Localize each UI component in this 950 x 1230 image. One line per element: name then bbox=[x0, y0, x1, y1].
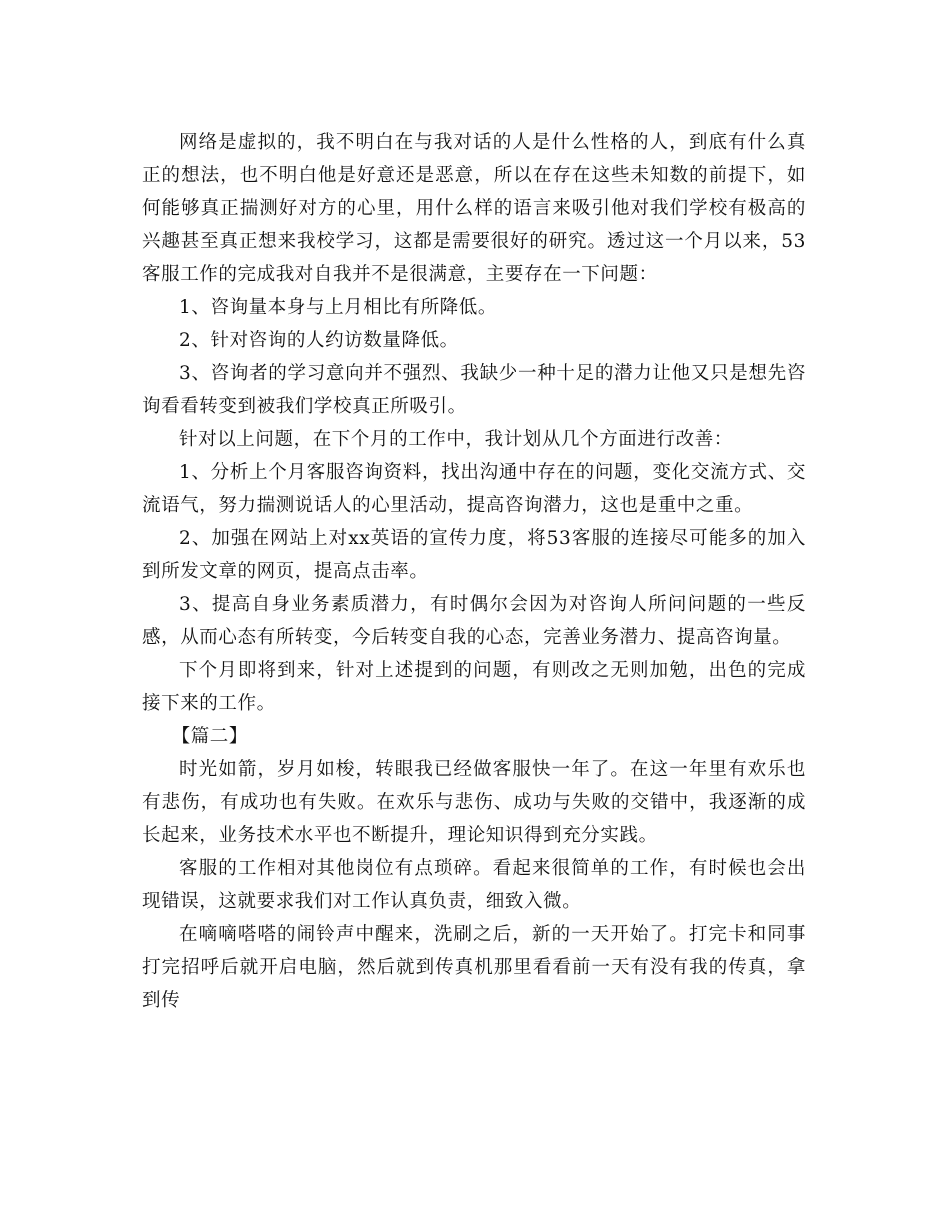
paragraph-part2-morning: 在嘀嘀嗒嗒的闹铃声中醒来，洗刷之后，新的一天开始了。打完卡和同事打完招呼后就开启电脑，然后就到传真机那里看看前一天有没有我的传真，拿到传 bbox=[142, 924, 806, 1011]
paragraph-plan-3: 3、提高自身业务素质潜力，有时偶尔会因为对咨询人所问问题的一些反感，从而心态有所转变，今后转变自我的心态，完善业务潜力、提高咨询量。 bbox=[142, 594, 806, 648]
paragraph-plan-intro: 针对以上问题，在下个月的工作中，我计划从几个方面进行改善： bbox=[179, 429, 733, 450]
document-body bbox=[142, 126, 806, 1017]
paragraph-plan-2: 2、加强在网站上对xx英语的宣传力度，将53客服的连接尽可能多的加入到所发文章的网页，提高点击率。 bbox=[142, 528, 806, 582]
paragraph-part2-intro: 时光如箭，岁月如梭，转眼我已经做客服快一年了。在这一年里有欢乐也有悲伤，有成功也有失败。在欢乐与悲伤、成功与失败的交错中，我逐渐的成长起来，业务技术水平也不断提升，理论知识得到充分实践。 bbox=[142, 759, 806, 846]
paragraph-plan-1: 1、分析上个月客服咨询资料，找出沟通中存在的问题，变化交流方式、交流语气，努力揣测说话人的心里活动，提高咨询潜力，这也是重中之重。 bbox=[142, 462, 806, 516]
paragraph-intro: 网络是虚拟的，我不明白在与我对话的人是什么性格的人，到底有什么真正的想法，也不明白他是好意还是恶意，所以在存在这些未知数的前提下，如何能够真正揣测好对方的心里，用什么样的语言来吸引他对我们学校有极高的兴趣甚至真正想来我校学习，这都是需要很好的研究。透过这一个月以来，53客服工作的完成我对自我并不是很满意，主要存在一下问题： bbox=[142, 132, 806, 285]
paragraph-issue-1: 1、咨询量本身与上月相比有所降低。 bbox=[179, 297, 497, 318]
paragraph-issue-3: 3、咨询者的学习意向并不强烈、我缺少一种十足的潜力让他又只是想先咨询看看转变到被我们学校真正所吸引。 bbox=[142, 363, 806, 417]
section-heading: 【篇二】 bbox=[171, 726, 248, 747]
paragraph-part2-work: 客服的工作相对其他岗位有点琐碎。看起来很简单的工作，有时候也会出现错误，这就要求我们对工作认真负责，细致入微。 bbox=[142, 858, 806, 912]
paragraph-conclusion: 下个月即将到来，针对上述提到的问题，有则改之无则加勉，出色的完成接下来的工作。 bbox=[142, 660, 806, 714]
paragraph-issue-2: 2、针对咨询的人约访数量降低。 bbox=[179, 330, 459, 351]
